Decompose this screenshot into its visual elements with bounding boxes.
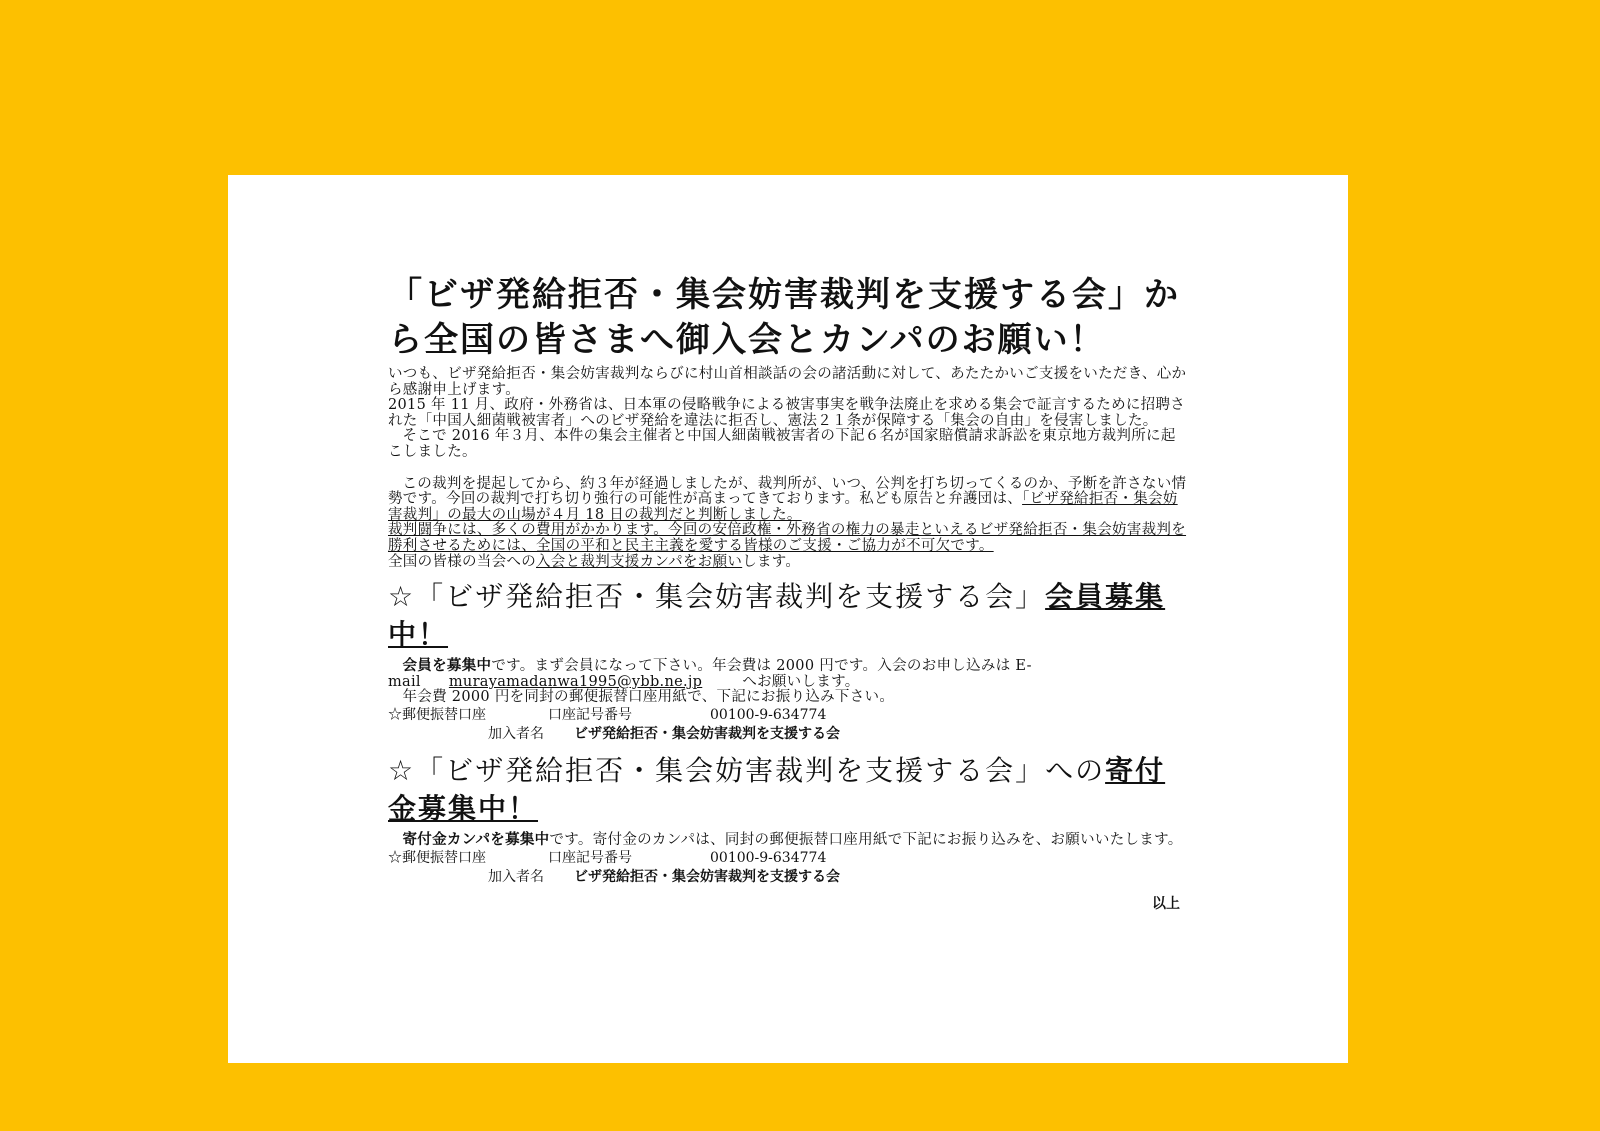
donation-heading (388, 752, 1188, 828)
donation-paragraph (388, 832, 1188, 849)
members-account-row (388, 706, 1188, 725)
intro-paragraph-3: そこで 2016 年３月、本件の集会主催者と中国人細菌戦被害者の下記６名が国家賠償請求訴訟を東京地方裁判所に起こしました。 (388, 428, 1176, 460)
body-paragraph-2: 裁判闘争には、多くの費用がかかります。今回の安倍政権・外務省の権力の暴走といえるビザ発給拒否・集会妨害裁判を勝利させるためには、全国の平和と民主主義を愛する皆様のご支援・ご協力が不可欠です。 (388, 522, 1187, 554)
document-title: 「ビザ発給拒否・集会妨害裁判を支援する会」から全国の皆さまへ御入会とカンパのお願い！ (388, 275, 1180, 360)
members-heading-text: ☆「ビザ発給拒否・集会妨害裁判を支援する会」 (388, 580, 1046, 614)
donation-holder-name: ビザ発給拒否・集会妨害裁判を支援する会 (574, 868, 840, 885)
donation-text-bold: 寄付金カンパを募集中 (402, 830, 550, 848)
members-account-number-label: 口座記号番号 (548, 706, 632, 723)
donation-account-row (388, 849, 1188, 868)
members-heading (388, 578, 1188, 654)
donation-account-label: ☆郵便振替口座 (388, 849, 486, 866)
members-holder-row (388, 725, 1188, 744)
donation-holder-row (388, 868, 1188, 887)
members-holder-name: ビザ発給拒否・集会妨害裁判を支援する会 (574, 725, 840, 742)
donation-account-number-label: 口座記号番号 (548, 849, 632, 866)
donation-text: です。寄付金のカンパは、同封の郵便振替口座用紙で下記にお振り込みを、お願いいたします。 (549, 831, 1183, 848)
body-text-3a: 全国の皆様の当会への (388, 553, 536, 570)
document-sheet (228, 175, 1348, 1063)
body-text-3b: します。 (742, 553, 801, 570)
closing-text: 以上 (1152, 895, 1180, 912)
body-text-1-underlined: 「ビザ発給拒否・集会妨害裁判」の最大の山場が４月 18 日の裁判だと判断しました。 (388, 491, 1178, 523)
donation-heading-text: ☆「ビザ発給拒否・集会妨害裁判を支援する会」への (388, 753, 1106, 787)
body-text-3-underlined: 入会と裁判支援カンパをお願い (536, 553, 743, 570)
members-account-label: ☆郵便振替口座 (388, 706, 486, 723)
donation-account-number: 00100-9-634774 (710, 849, 827, 866)
donation-holder-label: 加入者名 (488, 868, 544, 885)
members-fee-text: 年会費 2000 円を同封の郵便振替口座用紙で、下記にお振り込み下さい。 (402, 689, 895, 706)
members-heading-highlight: 会員募集中！ (388, 580, 1166, 652)
members-account-number: 00100-9-634774 (710, 706, 827, 723)
document-content (388, 273, 1188, 913)
members-paragraph (388, 658, 1188, 690)
body-text-1: この裁判を提起してから、約３年が経過しましたが、裁判所が、いつ、公判を打ち切ってくるのか、予断を許さない情勢です。今回の裁判で打ち切り強行の可能性が高まってきております。私ども原告と弁護団は、 (388, 475, 1187, 508)
members-holder-label: 加入者名 (488, 725, 544, 742)
intro-paragraph-1: いつも、ビザ発給拒否・集会妨害裁判ならびに村山首相談話の会の諸活動に対して、あたたかいご支援をいただき、心から感謝申上げます。 (388, 366, 1187, 398)
body-paragraph-1 (388, 477, 1188, 524)
members-text-tail: へお願いします。 (742, 673, 860, 690)
members-email-link[interactable]: murayamadanwa1995@ybb.ne.jp (448, 673, 703, 690)
donation-heading-highlight: 寄付金募集中！ (388, 753, 1166, 825)
intro-paragraph-2: 2015 年 11 月、政府・外務省は、日本軍の侵略戦争による被害事実を戦争法廃止を求める集会で証言するために招聘された「中国人細菌戦被害者」へのビザ発給を違法に拒否し、憲法２１条が保障する「集会の自由」を侵害しました。 (388, 397, 1186, 429)
members-text-bold: 会員を募集中 (402, 657, 492, 675)
body-paragraph-3 (388, 555, 1188, 571)
members-text: です。まず会員になって下さい。年会費は 2000 円です。入会のお申し込みは E-mail (388, 658, 1032, 690)
